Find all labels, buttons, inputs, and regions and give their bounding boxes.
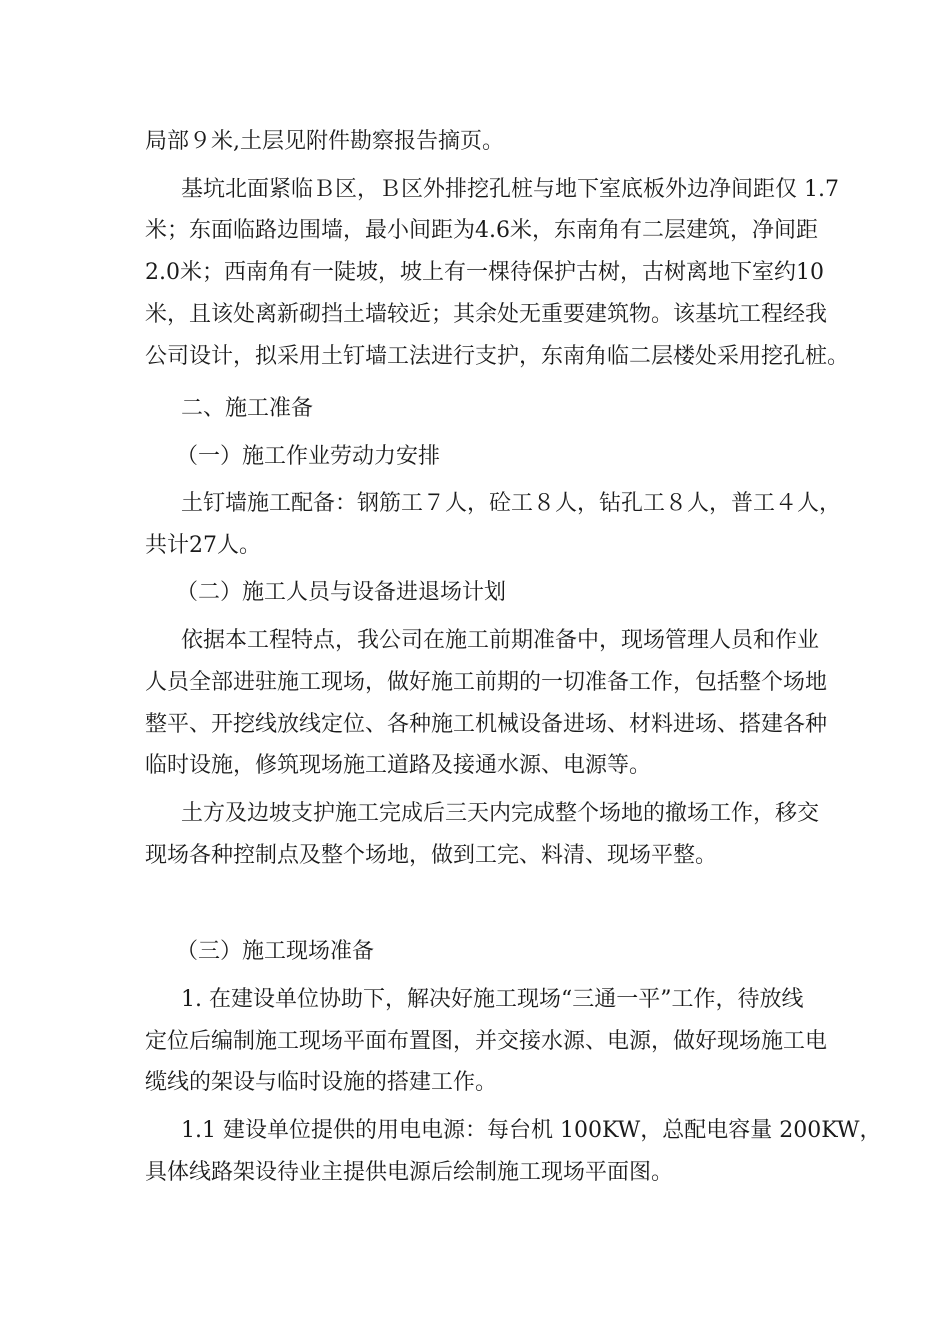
paragraph-line: 定位后编制施工现场平面布置图，并交接水源、电源，做好现场施工电 xyxy=(145,1029,828,1054)
paragraph-line: 1. 在建设单位协助下，解决好施工现场“三通一平”工作，待放线 xyxy=(181,987,804,1012)
paragraph-line: 米；东面临路边围墙，最小间距为4.6米，东南角有二层建筑，净间距 xyxy=(145,218,818,243)
paragraph-line: 人员全部进驻施工现场，做好施工前期的一切准备工作，包括整个场地 xyxy=(145,670,828,695)
paragraph-line: 整平、开挖线放线定位、各种施工机械设备进场、材料进场、搭建各种 xyxy=(145,712,828,737)
paragraph-line: 米，且该处离新砌挡土墙较近；其余处无重要建筑物。该基坑工程经我 xyxy=(145,302,828,327)
paragraph-line: 依据本工程特点，我公司在施工前期准备中，现场管理人员和作业 xyxy=(181,628,820,653)
paragraph-line: 具体线路架设待业主提供电源后绘制施工现场平面图。 xyxy=(145,1160,674,1185)
paragraph-line: 土钉墙施工配备：钢筋工７人，砼工８人，钻孔工８人，普工４人， xyxy=(181,491,842,516)
section-heading: 二、施工准备 xyxy=(181,396,314,421)
paragraph-line: 2.0米；西南角有一陡坡，坡上有一棵待保护古树，古树离地下室约10 xyxy=(145,260,824,285)
paragraph-line: 临时设施，修筑现场施工道路及接通水源、电源等。 xyxy=(145,753,652,778)
paragraph-line: 土方及边坡支护施工完成后三天内完成整个场地的撤场工作，移交 xyxy=(181,801,820,826)
paragraph-line: 公司设计，拟采用土钉墙工法进行支护，东南角临二层楼处采用挖孔桩。 xyxy=(145,344,850,369)
subsection-heading: （二）施工人员与设备进退场计划 xyxy=(176,580,507,605)
paragraph-line: 现场各种控制点及整个场地，做到工完、料清、现场平整。 xyxy=(145,843,718,868)
paragraph-line: 基坑北面紧临Ｂ区，Ｂ区外排挖孔桩与地下室底板外边净间距仅 1.7 xyxy=(181,177,839,202)
subsection-heading: （三）施工现场准备 xyxy=(176,939,375,964)
paragraph-line: 1.1 建设单位提供的用电电源：每台机 100KW，总配电容量 200KW， xyxy=(181,1118,882,1143)
paragraph-line: 共计27人。 xyxy=(145,533,261,558)
paragraph-line: 缆线的架设与临时设施的搭建工作。 xyxy=(145,1070,498,1095)
subsection-heading: （一）施工作业劳动力安排 xyxy=(176,444,441,469)
paragraph-line: 局部９米,土层见附件勘察报告摘页。 xyxy=(145,129,504,154)
